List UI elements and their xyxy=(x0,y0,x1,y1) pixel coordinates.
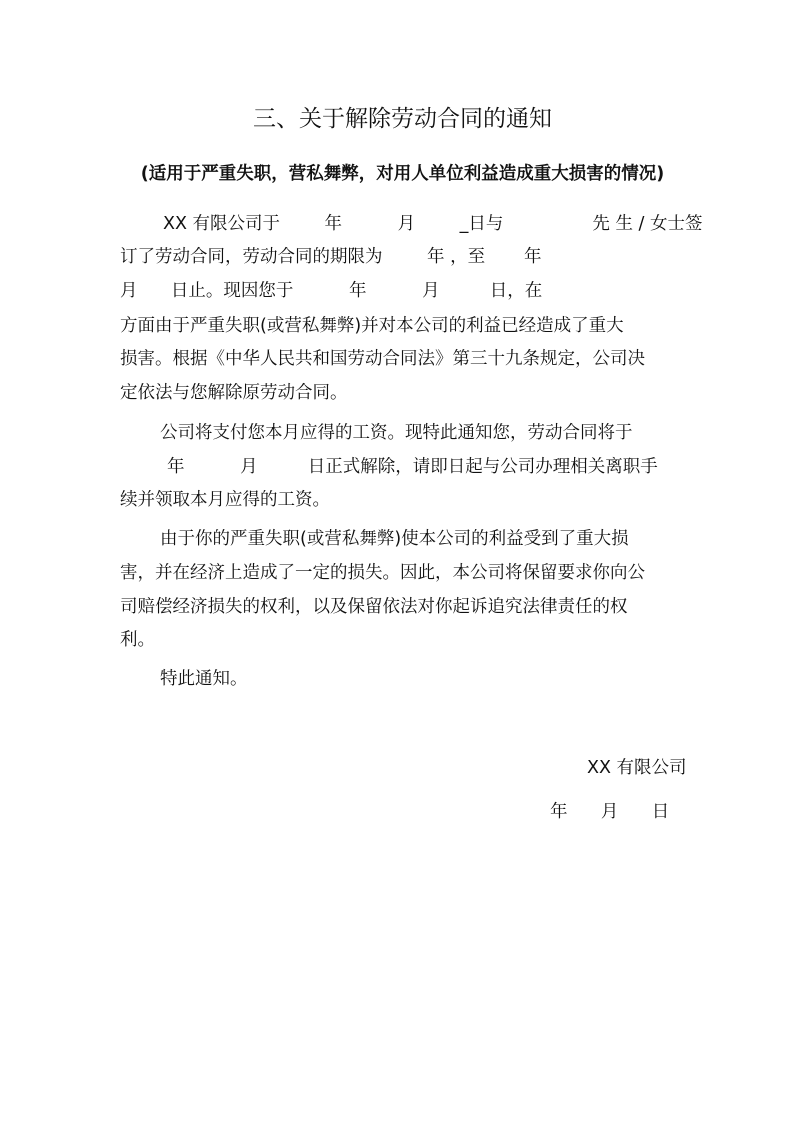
paragraph2-line1: 公司将支付您本月应得的工资。现特此通知您，劳动合同将于 xyxy=(160,423,633,443)
document-title: 三、关于解除劳动合同的通知 xyxy=(253,106,552,132)
paragraph1-line5: 损害。根据《中华人民共和国劳动合同法》第三十九条规定，公司决 xyxy=(120,349,645,369)
signature-date: 年 月 日 xyxy=(550,802,670,822)
paragraph2-line2: 年 月 日正式解除，请即日起与公司办理相关离职手 xyxy=(167,457,658,477)
paragraph3-line4: 利。 xyxy=(120,630,155,650)
signature-company: XX 有限公司 xyxy=(587,758,687,778)
paragraph2-line3: 续并领取本月应得的工资。 xyxy=(120,490,330,510)
paragraph1-line1: XX 有限公司于 年 月 _日与 先 生 / 女士签 xyxy=(163,214,703,234)
closing-text: 特此通知。 xyxy=(160,669,248,689)
paragraph3-line1: 由于你的严重失职(或营私舞弊)使本公司的利益受到了重大损 xyxy=(160,529,629,549)
paragraph1-line6: 定依法与您解除原劳动合同。 xyxy=(120,383,348,403)
paragraph1-line4: 方面由于严重失职(或营私舞弊)并对本公司的利益已经造成了重大 xyxy=(120,316,624,336)
paragraph3-line2: 害，并在经济上造成了一定的损失。因此，本公司将保留要求你向公 xyxy=(120,563,645,583)
paragraph3-line3: 司赔偿经济损失的权利，以及保留依法对你起诉追究法律责任的权 xyxy=(120,597,628,617)
document-subtitle: (适用于严重失职，营私舞弊，对用人单位利益造成重大损害的情况) xyxy=(140,164,665,184)
paragraph1-line3: 月 日止。现因您于 年 月 日，在 xyxy=(120,281,543,301)
paragraph1-line2: 订了劳动合同，劳动合同的期限为 年 ，至 年 xyxy=(120,247,542,267)
